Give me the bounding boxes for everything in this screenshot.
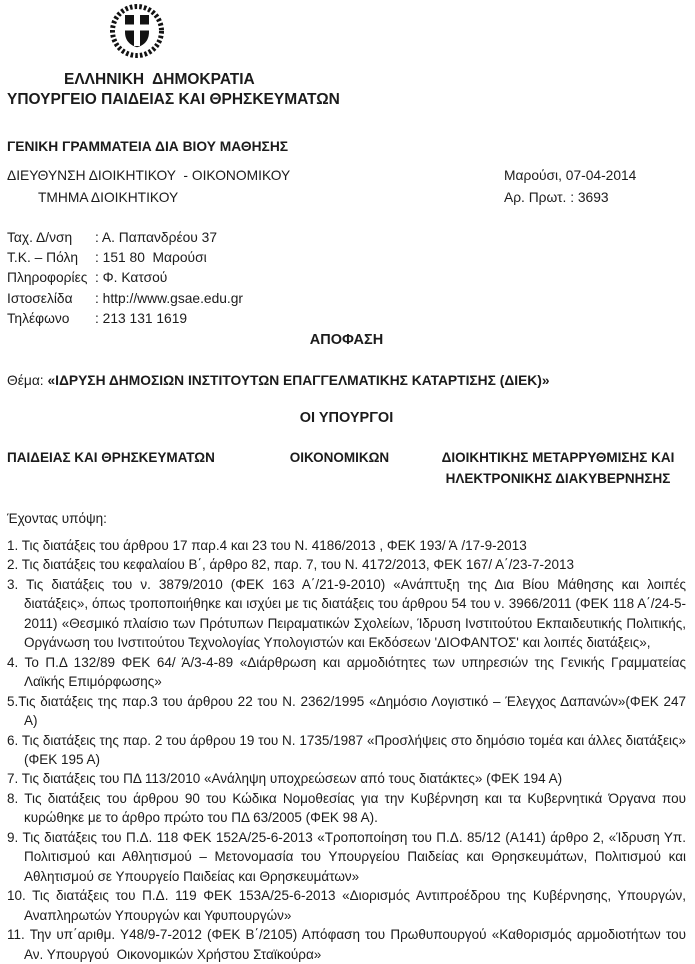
- contact-separator: :: [95, 230, 102, 245]
- list-item-3: 3. Τις διατάξεις του ν. 3879/2010 (ΦΕΚ 163 Α΄/21-9-2010) «Ανάπτυξη της Δια Βίου Μάθησης και λοιπές διατάξεις», όπως τροποποιήθηκε και ισχύει με τις διατάξεις του άρθρου 54 του ν. 3966/2011 (ΦΕΚ 118 Α΄/24-5-2011) «Θεσμικό πλαίσιο των Πρότυπων Πειραματικών Σχολείων, Ίδρυση Ινστιτούτου Εκπαιδευτικής Πολιτικής, Οργάνωση του Ινστιτούτου Τεχνολογίας Υπολογιστών και Εκδόσεων 'ΔΙΟΦΑΝΤΟΣ' και λοιπές διατάξεις»,: [7, 576, 690, 651]
- secretariat-title: ΓΕΝΙΚΗ ΓΡΑΜΜΑΤΕΙΑ ΔΙΑ ΒΙΟΥ ΜΑΘΗΣΗΣ: [7, 139, 289, 154]
- list-item-11: 11. Την υπ΄αριθμ. Υ48/9-7-2012 (ΦΕΚ Β΄/2105) Απόφαση του Πρωθυπουργού «Καθορισμός αρμοδιοτήτων του Αν. Υπουργού Οικονομικών Χρήστου Σταϊκούρα»: [7, 927, 690, 962]
- contact-label: Τ.Κ. – Πόλη: [7, 250, 79, 266]
- minister-finance: ΟΙΚΟΝΟΜΙΚΩΝ: [289, 450, 390, 466]
- decision-heading: ΑΠΟΦΑΣΗ: [309, 332, 384, 349]
- list-item-10: 10. Τις διατάξεις του Π.Δ. 119 ΦΕΚ 153Α/25-6-2013 «Διορισμός Αντιπροέδρου της Κυβέρνησης, Υπουργών, Αναπληρωτών Υπουργών και Υφυπουργών»: [7, 888, 690, 923]
- list-item-8: 8. Τις διατάξεις του άρθρου 90 του Κώδικα Νομοθεσίας για την Κυβέρνηση και τα Κυβερνητικά Όργανα που κυρώθηκε με το άρθρο πρώτο του ΠΔ 63/2005 (ΦΕΚ 98 Α).: [7, 790, 690, 826]
- contact-block: [7, 228, 686, 329]
- ministers-heading: ΟΙ ΥΠΟΥΡΓΟΙ: [299, 410, 394, 427]
- subject-text: «ΙΔΡΥΣΗ ΔΗΜΟΣΙΩΝ ΙΝΣΤΙΤΟΥΤΩΝ ΕΠΑΓΓΕΛΜΑΤΙΚΗΣ ΚΑΤΑΡΤΙΣΗΣ (ΔΙΕΚ)»: [47, 373, 550, 389]
- website-url: http://www.gsae.edu.gr: [102, 290, 244, 306]
- minister-administrative-reform: ΔΙΟΙΚΗΤΙΚΗΣ ΜΕΤΑΡΡΥΘΜΙΣΗΣ ΚΑΙ ΗΛΕΚΤΡΟΝΙΚΗΣ ΔΙΑΚΥΒΕΡΝΗΣΗΣ: [441, 450, 675, 487]
- list-item-7: 7. Τις διατάξεις του ΠΔ 113/2010 «Ανάληψη υποχρεώσεων από τους διατάκτες» (ΦΕΚ 194 Α): [7, 771, 563, 787]
- list-item-1: 1. Τις διατάξεις του άρθρου 17 παρ.4 και 23 του Ν. 4186/2013 , ΦΕΚ 193/ Ά /17-9-2013: [7, 538, 527, 554]
- list-item-4: 4. Το Π.Δ 132/89 ΦΕΚ 64/ Ά/3-4-89 «Διάρθρωση και αρμοδιότητες των υπηρεσιών της Γενικής Γραμματείας Λαϊκής Επιμόρφωσης»: [7, 654, 690, 690]
- contact-label: Πληροφορίες: [7, 270, 88, 286]
- contact-value: 213 131 1619: [102, 310, 188, 326]
- ministers-row: [7, 447, 686, 489]
- greek-emblem-icon: [106, 3, 168, 60]
- contact-label: Ταχ. Δ/νση: [7, 230, 73, 245]
- republic-title: ΕΛΛΗΝΙΚΗ ΔΗΜΟΚΡΑΤΙΑ: [64, 71, 255, 88]
- list-item-5: 5.Τις διατάξεις της παρ.3 του άρθρου 22 του Ν. 2362/1995 «Δημόσιο Λογιστικό – Έλεγχος Δαπανών»(ΦΕΚ 247 Α): [7, 693, 690, 729]
- place-date: Μαρούσι, 07-04-2014: [504, 168, 637, 183]
- contact-line-postal: [7, 248, 686, 268]
- list-item-9: 9. Τις διατάξεις του Π.Δ. 118 ΦΕΚ 152Α/25-6-2013 «Τροποποίηση του Π.Δ. 85/12 (Α141) άρθρο 2, «Ίδρυση Υπ. Πολιτισμού και Αθλητισμού – Μετονομασία του Υπουργείου Παιδείας και Θρησκευμάτων, Πολιτισμού και Αθλητισμού σε Υπουργείο Παιδείας και Θρησκευμάτων»: [7, 829, 690, 884]
- contact-separator: :: [95, 270, 103, 286]
- directorate-title: ΔΙΕΥΘΥΝΣΗ ΔΙΟΙΚΗΤΙΚΟΥ - ΟΙΚΟΝΟΜΙΚΟΥ: [7, 168, 291, 183]
- considerations-list: [7, 536, 690, 964]
- contact-label: Τηλέφωνο: [7, 310, 70, 326]
- subject-label: Θέμα:: [7, 373, 48, 389]
- subject-line: [7, 372, 686, 389]
- contact-value: 151 80 Μαρούσι: [102, 250, 207, 266]
- contact-value: Φ. Κατσού: [102, 270, 168, 286]
- contact-label: Ιστοσελίδα: [7, 290, 73, 306]
- contact-line-phone: [7, 309, 686, 329]
- contact-line-info: [7, 268, 686, 288]
- list-item-2: 2. Τις διατάξεις του κεφαλαίου Β΄, άρθρο 82, παρ. 7, του Ν. 4172/2013, ΦΕΚ 167/ Α΄/23-7-2013: [7, 557, 574, 573]
- contact-line-website: [7, 289, 686, 309]
- protocol-number: Αρ. Πρωτ. : 3693: [504, 190, 609, 205]
- minister-education: ΠΑΙΔΕΙΑΣ ΚΑΙ ΘΡΗΣΚΕΥΜΑΤΩΝ: [7, 450, 215, 466]
- contact-value: Α. Παπανδρέου 37: [101, 230, 217, 245]
- contact-line-address: [7, 228, 686, 248]
- department-title: ΤΜΗΜΑ ΔΙΟΙΚΗΤΙΚΟΥ: [38, 190, 179, 205]
- preamble: Έχοντας υπόψη:: [7, 511, 107, 527]
- contact-separator: :: [95, 310, 103, 326]
- contact-separator: :: [95, 290, 103, 306]
- ministry-title: ΥΠΟΥΡΓΕΙΟ ΠΑΙΔΕΙΑΣ ΚΑΙ ΘΡΗΣΚΕΥΜΑΤΩΝ: [7, 91, 340, 108]
- contact-separator: :: [95, 250, 103, 266]
- list-item-6: 6. Τις διατάξεις της παρ. 2 του άρθρου 19 του Ν. 1735/1987 «Προσλήψεις στο δημόσιο τομέα και άλλες διατάξεις» (ΦΕΚ 195 Α): [7, 732, 690, 767]
